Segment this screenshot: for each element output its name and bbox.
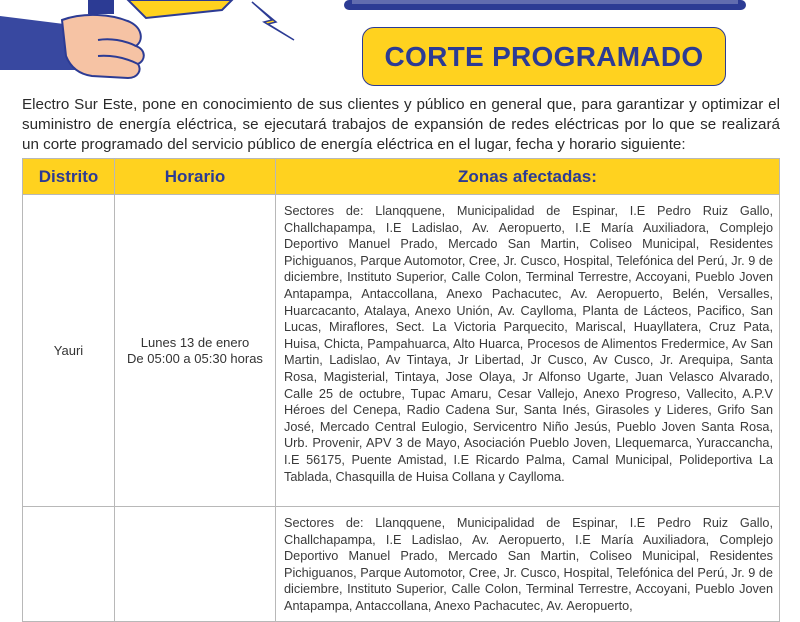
table-row	[23, 507, 780, 622]
table-header-row	[23, 159, 780, 195]
intro-paragraph: Electro Sur Este, pone en conocimiento de sus clientes y público en general que, para garantizar y optimizar el suministro de energía eléctrica, se ejecutará trabajos de expansión de redes eléctricas por lo que se realizará un corte programado del servicio público de energía eléctrica en el lugar, fecha y horario siguiente:	[22, 96, 780, 153]
header-distrito: Distrito	[23, 159, 115, 195]
distrito-cell	[23, 507, 115, 622]
date-banner	[344, 0, 746, 10]
zonas-cell: Sectores de: Llanqquene, Municipalidad de Espinar, I.E Pedro Ruiz Gallo, Challchapampa, I.E Ladislao, Av. Aeropuerto, I.E María Auxiliadora, Complejo Deportivo Manuel Prado, Mercado San Martin, Coliseo Municipal, Residentes Pichiguanos, Parque Automotor, Cree, Jr. Cusco, Hospital, Telefónica del Perú, Jr. 9 de diciembre, Instituto Superior, Calle Colon, Terminal Terrestre, Accoyani, Pueblo Joven Antapampa, Antaccollana, Anexo Pachacutec, Av. Aeropuerto, Belén, Versalles, Huarcacanto, Atalaya, Anexo Unión, Av. Caylloma, Planta de Lácteos, Pacifico, San Lucas, Miraflores, Sect. La Victoria Parquecito, Mariscal, Huayllatera, Cruz Pata, Huisa, Chicta, Pampahuarca, Alto Huarca, Procesos de Alimentos Fredermice, Av San Martin, Ladislao, Av Tintaya, Jr Libertad, Jr Cusco, Av Cusco, Jr. Arequipa, Santa Rosa, Magisterial, Tintaya, Jose Olaya, Jr Alfonso Ugarte, Juan Velasco Alvarado, Calle 25 de octubre, Tupac Amaru, Cesar Vallejo, Anexo Progreso, Vallecito, A.P.V Héroes del Cenepa, Radio Cadena Sur, Santa Inés, Girasoles y Lideres, Grifo San José, Mercado Central Eulogio, Servicentro Niño Jesús, Pueblo Joven Santa Rosa, Urb. Provenir, APV 3 de Mayo, Asociación Pueblo Joven, Llequemarca, Yuraccancha, I.E 56175, Puente Amistad, I.E Ricardo Palma, Camal Municipal, Polideportiva La Tablada, Chasquilla de Huisa Collana y Caylloma.	[276, 195, 780, 507]
megaphone-hand-icon	[0, 0, 232, 78]
table-row	[23, 195, 780, 507]
horario-cell	[115, 195, 276, 507]
page-title: CORTE PROGRAMADO	[362, 27, 726, 86]
horario-cell	[115, 507, 276, 622]
outage-table	[22, 158, 780, 622]
lightning-bolt-icon	[252, 2, 294, 40]
distrito-cell: Yauri	[23, 195, 115, 507]
header-horario: Horario	[115, 159, 276, 195]
hora-text: De 05:00 a 05:30 horas	[127, 350, 263, 366]
zonas-cell: Sectores de: Llanqquene, Municipalidad de Espinar, I.E Pedro Ruiz Gallo, Challchapampa, I.E Ladislao, Av. Aeropuerto, I.E María Auxiliadora, Complejo Deportivo Manuel Prado, Mercado San Martin, Coliseo Municipal, Residentes Pichiguanos, Parque Automotor, Cree, Jr. Cusco, Hospital, Telefónica del Perú, Jr. 9 de diciembre, Instituto Superior, Calle Colon, Terminal Terrestre, Accoyani, Pueblo Joven Antapampa, Antaccollana, Anexo Pachacutec, Av. Aeropuerto,	[276, 507, 780, 622]
fecha-text: Lunes 13 de enero	[140, 334, 250, 350]
header-zonas: Zonas afectadas:	[276, 159, 780, 195]
